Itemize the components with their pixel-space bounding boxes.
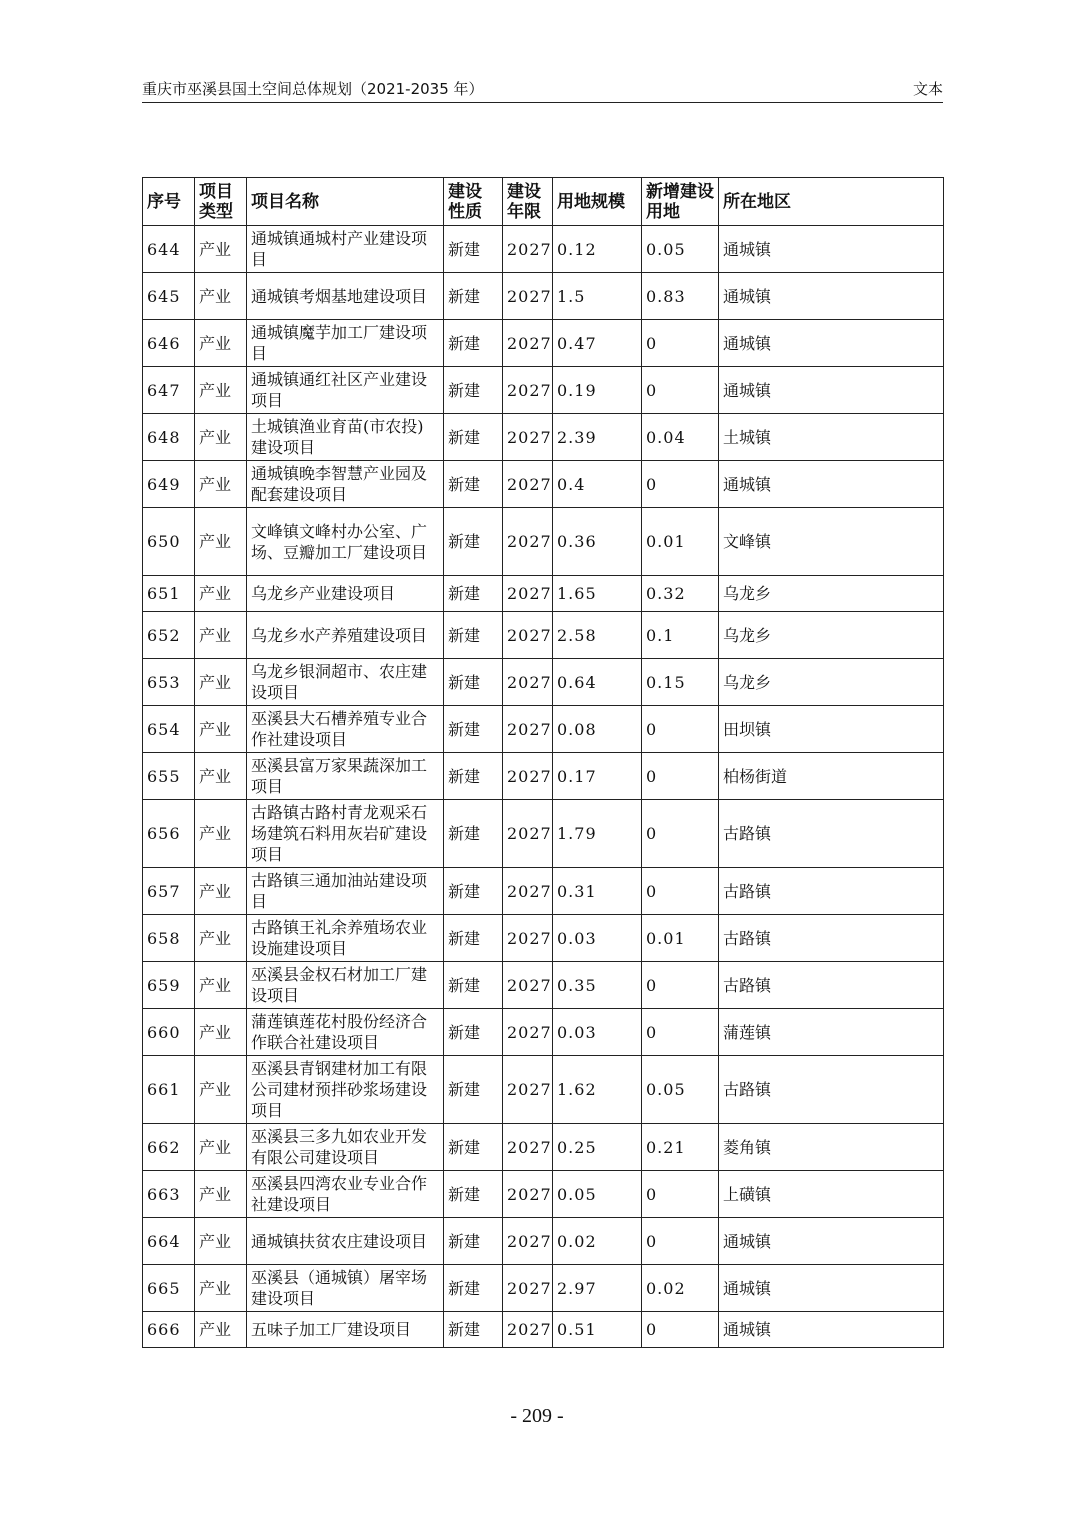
cell-area: 古路镇	[719, 800, 944, 868]
cell-type: 产业	[195, 1218, 247, 1265]
cell-name: 五味子加工厂建设项目	[247, 1312, 444, 1348]
cell-scale: 0.17	[553, 753, 642, 800]
cell-year: 2027	[503, 659, 553, 706]
cell-year: 2027	[503, 612, 553, 659]
cell-new-land: 0.21	[642, 1124, 719, 1171]
cell-scale: 0.05	[553, 1171, 642, 1218]
cell-no: 656	[143, 800, 195, 868]
cell-nature: 新建	[444, 461, 503, 508]
cell-area: 通城镇	[719, 1312, 944, 1348]
table-row	[143, 612, 944, 659]
cell-area: 古路镇	[719, 915, 944, 962]
cell-scale: 0.4	[553, 461, 642, 508]
table-row	[143, 915, 944, 962]
cell-no: 645	[143, 273, 195, 320]
cell-type: 产业	[195, 508, 247, 576]
cell-year: 2027	[503, 915, 553, 962]
cell-new-land: 0	[642, 753, 719, 800]
cell-nature: 新建	[444, 1312, 503, 1348]
cell-no: 652	[143, 612, 195, 659]
cell-nature: 新建	[444, 659, 503, 706]
cell-year: 2027	[503, 706, 553, 753]
cell-year: 2027	[503, 320, 553, 367]
cell-name: 乌龙乡产业建设项目	[247, 576, 444, 612]
cell-nature: 新建	[444, 1056, 503, 1124]
table-row	[143, 1124, 944, 1171]
cell-name: 通城镇扶贫农庄建设项目	[247, 1218, 444, 1265]
cell-type: 产业	[195, 1171, 247, 1218]
table-row	[143, 753, 944, 800]
cell-nature: 新建	[444, 1124, 503, 1171]
cell-name: 巫溪县金权石材加工厂建设项目	[247, 962, 444, 1009]
cell-type: 产业	[195, 273, 247, 320]
cell-no: 654	[143, 706, 195, 753]
table-row	[143, 414, 944, 461]
table-header-row	[143, 178, 944, 226]
cell-nature: 新建	[444, 273, 503, 320]
cell-no: 650	[143, 508, 195, 576]
cell-no: 659	[143, 962, 195, 1009]
col-header-scale: 用地规模	[553, 178, 642, 226]
cell-new-land: 0	[642, 800, 719, 868]
cell-new-land: 0.02	[642, 1265, 719, 1312]
cell-scale: 0.19	[553, 367, 642, 414]
cell-nature: 新建	[444, 800, 503, 868]
cell-new-land: 0.04	[642, 414, 719, 461]
cell-new-land: 0	[642, 706, 719, 753]
cell-type: 产业	[195, 226, 247, 273]
table-row	[143, 226, 944, 273]
col-header-no: 序号	[143, 178, 195, 226]
document-title: 重庆市巫溪县国土空间总体规划（2021-2035 年）	[142, 80, 484, 98]
cell-type: 产业	[195, 706, 247, 753]
cell-year: 2027	[503, 1124, 553, 1171]
cell-area: 古路镇	[719, 962, 944, 1009]
cell-scale: 1.5	[553, 273, 642, 320]
document-type: 文本	[912, 80, 943, 98]
cell-nature: 新建	[444, 367, 503, 414]
cell-no: 644	[143, 226, 195, 273]
col-header-name: 项目名称	[247, 178, 444, 226]
table-row	[143, 962, 944, 1009]
cell-scale: 1.79	[553, 800, 642, 868]
cell-type: 产业	[195, 1124, 247, 1171]
table-row	[143, 320, 944, 367]
cell-scale: 0.64	[553, 659, 642, 706]
cell-type: 产业	[195, 320, 247, 367]
project-table	[142, 177, 944, 1348]
table-row	[143, 1171, 944, 1218]
cell-name: 通城镇通红社区产业建设项目	[247, 367, 444, 414]
col-header-area: 所在地区	[719, 178, 944, 226]
cell-new-land: 0	[642, 1312, 719, 1348]
cell-no: 665	[143, 1265, 195, 1312]
cell-new-land: 0	[642, 320, 719, 367]
cell-area: 田坝镇	[719, 706, 944, 753]
table-row	[143, 1009, 944, 1056]
cell-nature: 新建	[444, 414, 503, 461]
cell-year: 2027	[503, 414, 553, 461]
cell-new-land: 0	[642, 461, 719, 508]
cell-year: 2027	[503, 962, 553, 1009]
cell-nature: 新建	[444, 753, 503, 800]
cell-no: 662	[143, 1124, 195, 1171]
cell-type: 产业	[195, 868, 247, 915]
cell-no: 651	[143, 576, 195, 612]
cell-new-land: 0.05	[642, 226, 719, 273]
cell-nature: 新建	[444, 1171, 503, 1218]
table-row	[143, 367, 944, 414]
cell-name: 通城镇通城村产业建设项目	[247, 226, 444, 273]
cell-new-land: 0.01	[642, 508, 719, 576]
cell-year: 2027	[503, 1171, 553, 1218]
col-header-type: 项目类型	[195, 178, 247, 226]
cell-area: 通城镇	[719, 1265, 944, 1312]
table-row	[143, 273, 944, 320]
cell-type: 产业	[195, 612, 247, 659]
cell-area: 通城镇	[719, 1218, 944, 1265]
cell-type: 产业	[195, 915, 247, 962]
cell-name: 土城镇渔业育苗(市农投)建设项目	[247, 414, 444, 461]
cell-type: 产业	[195, 1312, 247, 1348]
cell-year: 2027	[503, 508, 553, 576]
cell-type: 产业	[195, 1265, 247, 1312]
cell-area: 通城镇	[719, 367, 944, 414]
cell-nature: 新建	[444, 962, 503, 1009]
cell-name: 巫溪县青钢建材加工有限公司建材预拌砂浆场建设项目	[247, 1056, 444, 1124]
cell-nature: 新建	[444, 226, 503, 273]
cell-year: 2027	[503, 367, 553, 414]
cell-no: 647	[143, 367, 195, 414]
cell-name: 通城镇魔芋加工厂建设项目	[247, 320, 444, 367]
cell-nature: 新建	[444, 508, 503, 576]
cell-new-land: 0	[642, 367, 719, 414]
cell-new-land: 0.1	[642, 612, 719, 659]
cell-scale: 0.47	[553, 320, 642, 367]
cell-name: 乌龙乡水产养殖建设项目	[247, 612, 444, 659]
cell-new-land: 0	[642, 1218, 719, 1265]
cell-scale: 1.65	[553, 576, 642, 612]
table-row	[143, 1265, 944, 1312]
cell-new-land: 0.83	[642, 273, 719, 320]
cell-scale: 0.03	[553, 1009, 642, 1056]
cell-nature: 新建	[444, 320, 503, 367]
cell-no: 655	[143, 753, 195, 800]
cell-new-land: 0.15	[642, 659, 719, 706]
cell-year: 2027	[503, 1312, 553, 1348]
cell-area: 菱角镇	[719, 1124, 944, 1171]
cell-name: 巫溪县（通城镇）屠宰场建设项目	[247, 1265, 444, 1312]
cell-area: 乌龙乡	[719, 659, 944, 706]
cell-scale: 2.58	[553, 612, 642, 659]
cell-area: 通城镇	[719, 226, 944, 273]
cell-no: 664	[143, 1218, 195, 1265]
cell-type: 产业	[195, 800, 247, 868]
cell-year: 2027	[503, 1218, 553, 1265]
cell-area: 古路镇	[719, 868, 944, 915]
cell-type: 产业	[195, 962, 247, 1009]
cell-scale: 2.39	[553, 414, 642, 461]
cell-no: 648	[143, 414, 195, 461]
cell-name: 乌龙乡银洞超市、农庄建设项目	[247, 659, 444, 706]
cell-no: 649	[143, 461, 195, 508]
cell-nature: 新建	[444, 576, 503, 612]
cell-year: 2027	[503, 226, 553, 273]
cell-new-land: 0.01	[642, 915, 719, 962]
cell-area: 文峰镇	[719, 508, 944, 576]
cell-year: 2027	[503, 461, 553, 508]
cell-name: 通城镇晚李智慧产业园及配套建设项目	[247, 461, 444, 508]
cell-scale: 2.97	[553, 1265, 642, 1312]
table-row	[143, 659, 944, 706]
cell-scale: 0.08	[553, 706, 642, 753]
cell-year: 2027	[503, 1009, 553, 1056]
table-row	[143, 706, 944, 753]
cell-name: 巫溪县大石槽养殖专业合作社建设项目	[247, 706, 444, 753]
cell-area: 通城镇	[719, 461, 944, 508]
cell-area: 乌龙乡	[719, 576, 944, 612]
cell-name: 古路镇古路村青龙观采石场建筑石料用灰岩矿建设项目	[247, 800, 444, 868]
cell-area: 古路镇	[719, 1056, 944, 1124]
cell-name: 蒲莲镇莲花村股份经济合作联合社建设项目	[247, 1009, 444, 1056]
cell-nature: 新建	[444, 915, 503, 962]
cell-no: 657	[143, 868, 195, 915]
cell-scale: 0.35	[553, 962, 642, 1009]
cell-nature: 新建	[444, 706, 503, 753]
cell-type: 产业	[195, 1056, 247, 1124]
cell-type: 产业	[195, 414, 247, 461]
cell-name: 巫溪县三多九如农业开发有限公司建设项目	[247, 1124, 444, 1171]
cell-no: 653	[143, 659, 195, 706]
cell-new-land: 0.05	[642, 1056, 719, 1124]
cell-area: 土城镇	[719, 414, 944, 461]
cell-type: 产业	[195, 659, 247, 706]
cell-nature: 新建	[444, 1218, 503, 1265]
cell-nature: 新建	[444, 612, 503, 659]
cell-scale: 1.62	[553, 1056, 642, 1124]
cell-year: 2027	[503, 800, 553, 868]
cell-new-land: 0.32	[642, 576, 719, 612]
table-row	[143, 868, 944, 915]
cell-no: 666	[143, 1312, 195, 1348]
cell-name: 古路镇王礼余养殖场农业设施建设项目	[247, 915, 444, 962]
cell-no: 658	[143, 915, 195, 962]
table-row	[143, 1218, 944, 1265]
cell-year: 2027	[503, 868, 553, 915]
cell-nature: 新建	[444, 1009, 503, 1056]
table-row	[143, 461, 944, 508]
cell-new-land: 0	[642, 868, 719, 915]
cell-scale: 0.25	[553, 1124, 642, 1171]
cell-year: 2027	[503, 273, 553, 320]
cell-area: 通城镇	[719, 320, 944, 367]
table-row	[143, 1056, 944, 1124]
cell-year: 2027	[503, 576, 553, 612]
cell-area: 上磺镇	[719, 1171, 944, 1218]
cell-nature: 新建	[444, 1265, 503, 1312]
col-header-new-land: 新增建设用地	[642, 178, 719, 226]
cell-new-land: 0	[642, 962, 719, 1009]
page-header	[142, 76, 943, 103]
cell-new-land: 0	[642, 1171, 719, 1218]
cell-no: 646	[143, 320, 195, 367]
cell-name: 古路镇三通加油站建设项目	[247, 868, 444, 915]
cell-no: 661	[143, 1056, 195, 1124]
cell-area: 蒲莲镇	[719, 1009, 944, 1056]
cell-scale: 0.12	[553, 226, 642, 273]
cell-type: 产业	[195, 367, 247, 414]
cell-year: 2027	[503, 1056, 553, 1124]
cell-area: 乌龙乡	[719, 612, 944, 659]
cell-type: 产业	[195, 461, 247, 508]
cell-type: 产业	[195, 753, 247, 800]
table-row	[143, 800, 944, 868]
cell-name: 巫溪县富万家果蔬深加工项目	[247, 753, 444, 800]
cell-scale: 0.36	[553, 508, 642, 576]
cell-scale: 0.31	[553, 868, 642, 915]
cell-name: 巫溪县四湾农业专业合作社建设项目	[247, 1171, 444, 1218]
cell-name: 文峰镇文峰村办公室、广场、豆瓣加工厂建设项目	[247, 508, 444, 576]
table-row	[143, 576, 944, 612]
cell-name: 通城镇考烟基地建设项目	[247, 273, 444, 320]
cell-year: 2027	[503, 753, 553, 800]
cell-scale: 0.51	[553, 1312, 642, 1348]
page-number: - 209 -	[510, 1405, 564, 1427]
cell-year: 2027	[503, 1265, 553, 1312]
col-header-nature: 建设性质	[444, 178, 503, 226]
cell-scale: 0.02	[553, 1218, 642, 1265]
cell-no: 663	[143, 1171, 195, 1218]
cell-type: 产业	[195, 576, 247, 612]
cell-new-land: 0	[642, 1009, 719, 1056]
cell-scale: 0.03	[553, 915, 642, 962]
cell-area: 柏杨街道	[719, 753, 944, 800]
table-row	[143, 1312, 944, 1348]
col-header-year: 建设年限	[503, 178, 553, 226]
cell-type: 产业	[195, 1009, 247, 1056]
cell-nature: 新建	[444, 868, 503, 915]
cell-area: 通城镇	[719, 273, 944, 320]
table-row	[143, 508, 944, 576]
cell-no: 660	[143, 1009, 195, 1056]
